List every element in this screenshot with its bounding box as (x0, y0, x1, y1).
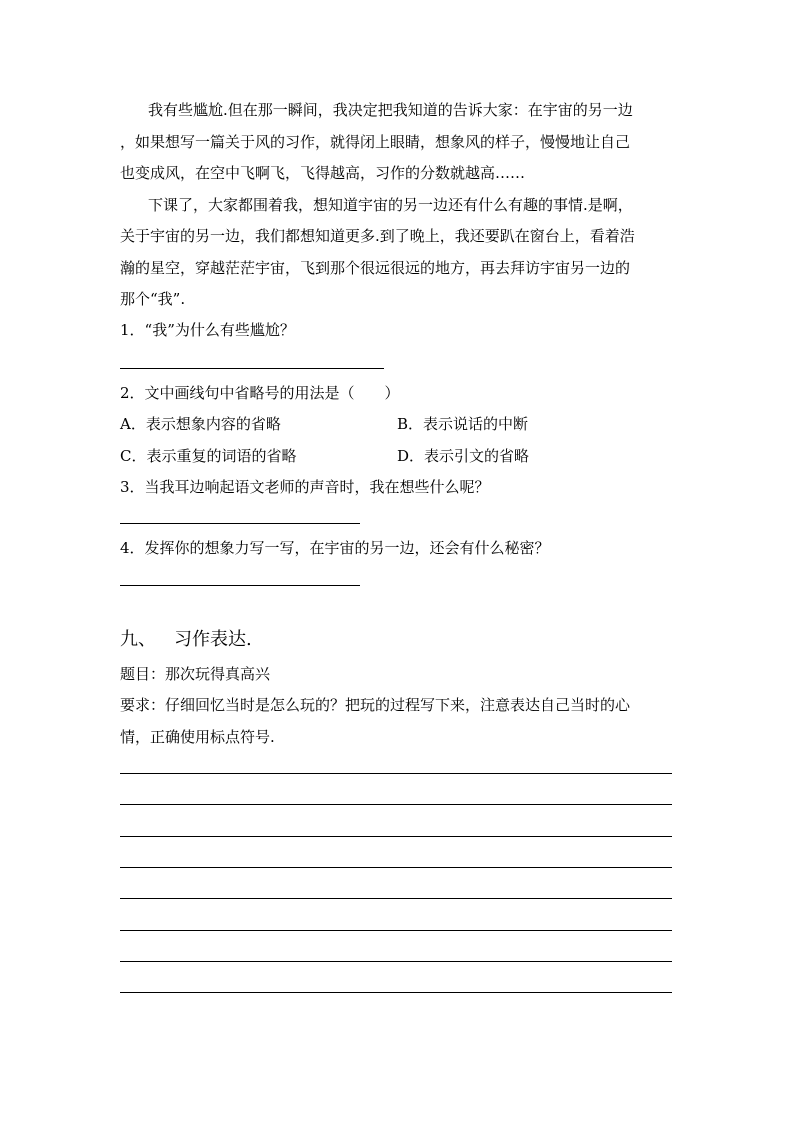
writing-line[interactable] (120, 867, 672, 868)
passage-p1-line1: 我有些尴尬.但在那一瞬间，我决定把我知道的告诉大家：在宇宙的另一边 (148, 101, 633, 119)
passage-p1-line2: ，如果想写一篇关于风的习作，就得闭上眼睛，想象风的样子，慢慢地让自己 (120, 133, 631, 151)
question-2: 2．文中画线句中省略号的用法是（ ） (120, 384, 400, 402)
writing-line[interactable] (120, 773, 672, 774)
passage-p2-line1: 下课了，大家都围着我，想知道宇宙的另一边还有什么有趣的事情.是啊， (148, 196, 633, 214)
passage-p2-line4: 那个“我”. (120, 290, 186, 308)
answer-line-q4[interactable] (120, 585, 360, 586)
q2-option-c[interactable]: C．表示重复的词语的省略 (120, 447, 297, 465)
passage-p2-line2: 关于宇宙的另一边，我们都想知道更多.到了晚上，我还要趴在窗台上，看着浩 (120, 227, 635, 245)
writing-topic: 题目：那次玩得真高兴 (120, 665, 271, 683)
writing-line[interactable] (120, 961, 672, 962)
q2-option-a[interactable]: A．表示想象内容的省略 (120, 415, 281, 433)
section-9-number: 九、 (120, 629, 156, 650)
q2-option-b[interactable]: B．表示说话的中断 (397, 415, 529, 433)
q2-option-d[interactable]: D．表示引文的省略 (397, 447, 530, 465)
answer-line-q3[interactable] (120, 523, 360, 524)
question-3: 3．当我耳边响起语文老师的声音时，我在想些什么呢？ (120, 478, 490, 496)
answer-line-q1[interactable] (120, 368, 384, 369)
writing-line[interactable] (120, 836, 672, 837)
question-4: 4．发挥你的想象力写一写，在宇宙的另一边，还会有什么秘密？ (120, 539, 550, 557)
writing-requirement-line1: 要求：仔细回忆当时是怎么玩的？把玩的过程写下来，注意表达自己当时的心 (120, 696, 631, 714)
passage-p1-line3: 也变成风，在空中飞啊飞，飞得越高，习作的分数就越高…… (120, 164, 526, 182)
section-9-heading (120, 628, 252, 652)
writing-line[interactable] (120, 930, 672, 931)
writing-line[interactable] (120, 898, 672, 899)
question-1: 1．“我”为什么有些尴尬？ (120, 321, 295, 339)
section-9-title: 习作表达. (174, 629, 252, 650)
passage-p2-line3: 瀚的星空，穿越茫茫宇宙，飞到那个很远很远的地方，再去拜访宇宙另一边的 (120, 259, 631, 277)
writing-line[interactable] (120, 992, 672, 993)
writing-requirement-line2: 情，正确使用标点符号. (120, 728, 275, 746)
writing-line[interactable] (120, 804, 672, 805)
